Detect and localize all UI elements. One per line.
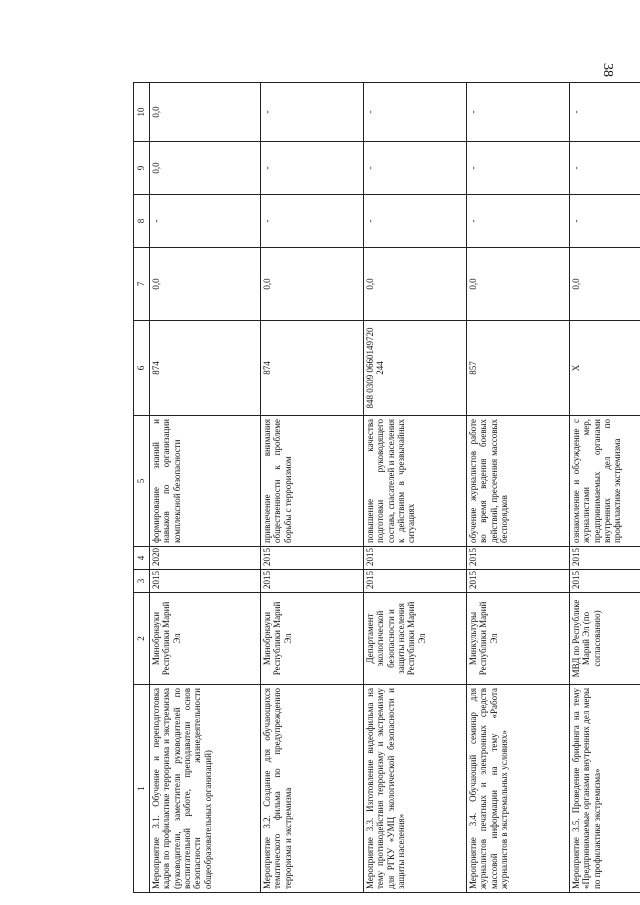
table-row: [570, 83, 640, 893]
end-year-cell: 2015: [364, 547, 467, 570]
code-cell: 874: [261, 321, 364, 416]
measure-cell: Мероприятие 3.3. Изготовление видеофильма на тему противодействия терроризму и экстремизму для РГКУ «УМЦ экологической безопасности и защиты населения»: [364, 685, 467, 893]
program-table: [133, 82, 640, 893]
result-cell: формирование знаний и навыков по организации комплексной безопасности: [150, 416, 261, 547]
table-row: [261, 83, 364, 893]
value-cell: 0,0: [467, 248, 570, 321]
code-cell: 857: [467, 321, 570, 416]
value-cell: -: [570, 142, 640, 195]
value-cell: -: [150, 195, 261, 248]
value-cell: 0,0: [150, 142, 261, 195]
header-cell: 8: [134, 195, 150, 248]
executor-cell: Минкультуры Республики Марий Эл: [467, 593, 570, 685]
value-cell: -: [364, 83, 467, 142]
header-cell: 7: [134, 248, 150, 321]
value-cell: -: [570, 83, 640, 142]
value-cell: 0,0: [150, 248, 261, 321]
value-cell: 0,0: [261, 248, 364, 321]
table-row: [150, 83, 261, 893]
value-cell: 0,0: [364, 248, 467, 321]
value-cell: 0,0: [570, 248, 640, 321]
header-cell: 1: [134, 685, 150, 893]
measure-cell: Мероприятие 3.1. Обучение и переподготовка кадров по профилактике терроризма и экстремизма (руководители, заместители руководителей по воспитательной работе, преподаватели основ безопасности жизнедеятельности общеобразовательных организаций): [150, 685, 261, 893]
value-cell: -: [261, 142, 364, 195]
rotated-page-content: [133, 83, 638, 893]
executor-cell: МВД по Республике Марий Эл (по согласованию): [570, 593, 640, 685]
header-cell: 10: [134, 83, 150, 142]
executor-cell: Минобрнауки Республики Марий Эл: [150, 593, 261, 685]
code-cell: 874: [150, 321, 261, 416]
header-cell: 4: [134, 547, 150, 570]
executor-cell: Департамент экологической безопасности и защиты населения Республики Марий Эл: [364, 593, 467, 685]
measure-cell: Мероприятие 3.5. Проведение брифинга на тему «Предпринимаемые органами внутренних дел меры по профилактике экстремизма»: [570, 685, 640, 893]
page-number: 38: [600, 63, 615, 77]
table-row: [364, 83, 467, 893]
value-cell: -: [261, 195, 364, 248]
end-year-cell: 2020: [150, 547, 261, 570]
result-cell: повышение качества подготовки руководящего состава, спасателей и населения к действиям в чрезвычайных ситуациях: [364, 416, 467, 547]
start-year-cell: 2015: [150, 570, 261, 593]
end-year-cell: 2015: [261, 547, 364, 570]
header-cell: 6: [134, 321, 150, 416]
value-cell: -: [570, 195, 640, 248]
measure-cell: Мероприятие 3.2. Создание для обучающихся тематического фильма по предупреждению терроризма и экстремизма: [261, 685, 364, 893]
code-cell: Х: [570, 321, 640, 416]
header-cell: 2: [134, 593, 150, 685]
header-cell: 3: [134, 570, 150, 593]
value-cell: -: [467, 142, 570, 195]
result-cell: привлечение внимания общественности к проблеме борьбы с терроризмом: [261, 416, 364, 547]
start-year-cell: 2015: [467, 570, 570, 593]
measure-cell: Мероприятие 3.4. Обучающий семинар для журналистов печатных и электронных средств массовой информации на тему «Работа журналистов в экстремальных условиях»: [467, 685, 570, 893]
value-cell: -: [467, 195, 570, 248]
value-cell: 0,0: [150, 83, 261, 142]
executor-cell: Минобрнауки Республики Марий Эл: [261, 593, 364, 685]
value-cell: -: [364, 142, 467, 195]
code-cell: 848 0309 0660149720 244: [364, 321, 467, 416]
start-year-cell: 2015: [261, 570, 364, 593]
end-year-cell: 2015: [570, 547, 640, 570]
value-cell: -: [261, 83, 364, 142]
header-cell: 5: [134, 416, 150, 547]
result-cell: обучение журналистов работе во время ведения боевых действий, пресечения массовых беспорядков: [467, 416, 570, 547]
start-year-cell: 2015: [364, 570, 467, 593]
header-row: [134, 83, 150, 893]
table-row: [467, 83, 570, 893]
result-cell: ознакомление и обсуждение с журналистами мер, предпринимаемых органами внутренних дел по профилактике экстремизма: [570, 416, 640, 547]
header-cell: 9: [134, 142, 150, 195]
start-year-cell: 2015: [570, 570, 640, 593]
end-year-cell: 2015: [467, 547, 570, 570]
value-cell: -: [364, 195, 467, 248]
value-cell: -: [467, 83, 570, 142]
